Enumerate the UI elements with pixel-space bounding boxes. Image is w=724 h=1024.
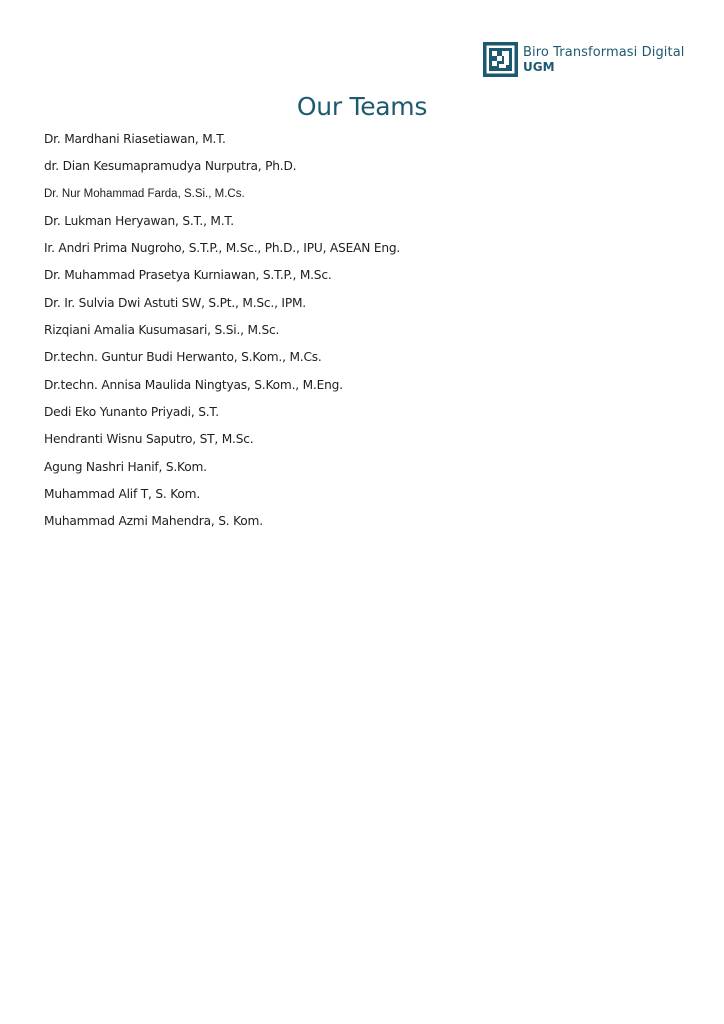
- team-member: Hendranti Wisnu Saputro, ST, M.Sc.: [44, 432, 254, 447]
- team-member: Rizqiani Amalia Kusumasari, S.Si., M.Sc.: [44, 323, 280, 338]
- page-title: Our Teams: [296, 92, 428, 121]
- team-member: dr. Dian Kesumapramudya Nurputra, Ph.D.: [44, 159, 297, 174]
- team-member: Ir. Andri Prima Nugroho, S.T.P., M.Sc., Ph.D., IPU, ASEAN Eng.: [44, 241, 401, 256]
- team-member: Dr. Mardhani Riasetiawan, M.T.: [44, 132, 226, 146]
- team-member: Dr. Muhammad Prasetya Kurniawan, S.T.P., M.Sc.: [44, 268, 332, 283]
- team-member: Dr.techn. Guntur Budi Herwanto, S.Kom., M.Cs.: [44, 350, 322, 365]
- team-member: Dedi Eko Yunanto Priyadi, S.T.: [44, 404, 219, 419]
- team-member: Dr. Ir. Sulvia Dwi Astuti SW, S.Pt., M.Sc., IPM.: [44, 295, 306, 310]
- team-member: Dr. Nur Mohammad Farda, S.Si., M.Cs.: [44, 187, 245, 200]
- ugm-logo: [483, 42, 684, 77]
- logo-mark-icon: [483, 42, 518, 77]
- team-member: Dr. Lukman Heryawan, S.T., M.T.: [44, 213, 234, 228]
- team-member: Muhammad Azmi Mahendra, S. Kom.: [44, 514, 263, 529]
- team-member: Muhammad Alif T, S. Kom.: [44, 486, 200, 501]
- team-list: [44, 129, 400, 538]
- team-member: Dr.techn. Annisa Maulida Ningtyas, S.Kom., M.Eng.: [44, 377, 343, 392]
- logo-org-name: Biro Transformasi Digital: [523, 45, 685, 60]
- logo-university: UGM: [523, 60, 555, 74]
- team-member: Agung Nashri Hanif, S.Kom.: [44, 459, 207, 474]
